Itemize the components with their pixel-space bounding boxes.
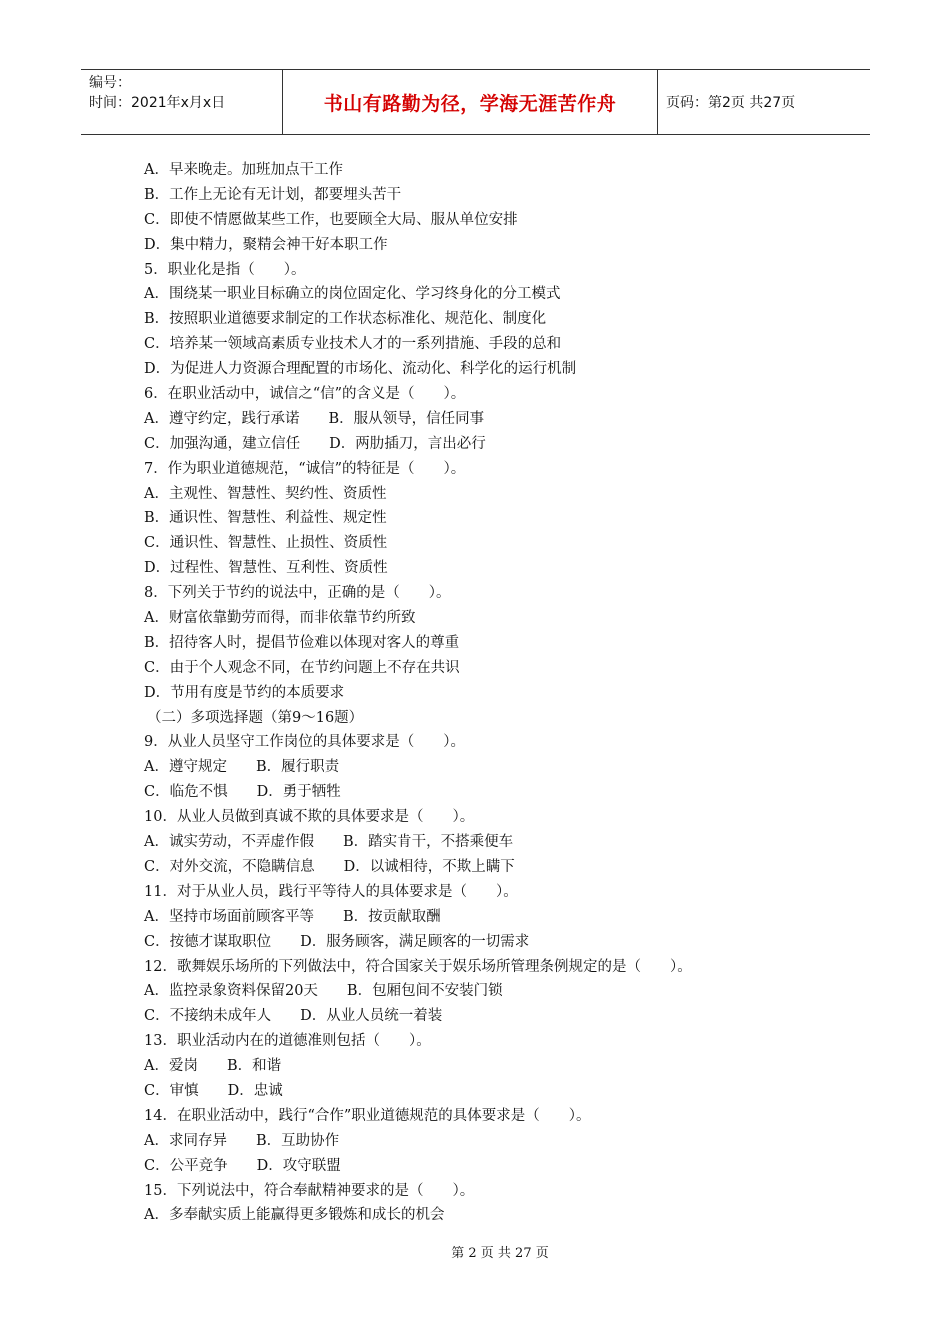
question-line: D．过程性、智慧性、互利性、资质性 xyxy=(144,560,388,577)
question-line: 11．对于从业人员，践行平等待人的具体要求是（ ）。 xyxy=(144,883,518,900)
question-line: 9．从业人员坚守工作岗位的具体要求是（ ）。 xyxy=(144,734,465,751)
question-line: C．即使不情愿做某些工作，也要顾全大局、服从单位安排 xyxy=(144,211,518,228)
question-line: A．财富依靠勤劳而得，而非依靠节约所致 xyxy=(144,610,416,627)
question-line: B．按照职业道德要求制定的工作状态标准化、规范化、制度化 xyxy=(144,311,547,328)
question-line: A．主观性、智慧性、契约性、资质性 xyxy=(144,485,387,502)
question-line: A．围绕某一职业目标确立的岗位固定化、学习终身化的分工模式 xyxy=(144,286,561,303)
question-line: 14．在职业活动中，践行“合作”职业道德规范的具体要求是（ ）。 xyxy=(144,1107,591,1124)
header-motto: 书山有路勤为径，学海无涯苦作舟 xyxy=(283,70,658,134)
question-line: 8．下列关于节约的说法中，正确的是（ ）。 xyxy=(144,585,451,602)
question-line: A．遵守约定，践行承诺 B．服从领导，信任同事 xyxy=(144,410,485,427)
question-line: D．节用有度是节约的本质要求 xyxy=(144,684,345,701)
question-line: B．通识性、智慧性、利益性、规定性 xyxy=(144,510,387,527)
question-line: C．按德才谋取职位 D．服务顾客，满足顾客的一切需求 xyxy=(144,933,530,950)
question-line: C．临危不惧 D．勇于牺牲 xyxy=(144,784,341,801)
document-number-label: 编号： xyxy=(89,75,131,91)
question-line: C．不接纳未成年人 D．从业人员统一着装 xyxy=(144,1008,443,1025)
question-line: 10．从业人员做到真诚不欺的具体要求是（ ）。 xyxy=(144,809,475,826)
question-line: D．集中精力，聚精会神干好本职工作 xyxy=(144,236,388,253)
question-line: C．通识性、智慧性、止损性、资质性 xyxy=(144,535,388,552)
header-meta-cell xyxy=(81,70,283,134)
question-line: C．由于个人观念不同，在节约问题上不存在共识 xyxy=(144,659,460,676)
question-line: A．诚实劳动，不弄虚作假 B．踏实肯干，不搭乘便车 xyxy=(144,834,514,851)
question-line: A．监控录象资料保留20天 B．包厢包间不安装门锁 xyxy=(144,983,503,1000)
question-line: 5．职业化是指（ ）。 xyxy=(144,261,306,278)
question-line: 6．在职业活动中，诚信之“信”的含义是（ ）。 xyxy=(144,386,466,403)
question-line: C．培养某一领域高素质专业技术人才的一系列措施、手段的总和 xyxy=(144,336,562,353)
document-body xyxy=(144,158,844,1228)
document-time-label: 时间：2021年x月x日 xyxy=(89,95,226,111)
question-line: A．遵守规定 B．履行职责 xyxy=(144,759,340,776)
question-line: 7．作为职业道德规范，“诚信”的特征是（ ）。 xyxy=(144,460,466,477)
question-line: D．为促进人力资源合理配置的市场化、流动化、科学化的运行机制 xyxy=(144,361,577,378)
question-line: A．坚持市场面前顾客平等 B．按贡献取酬 xyxy=(144,908,441,925)
page-footer: 第 2 页 共 27 页 xyxy=(451,1246,549,1261)
section-heading: （二）多项选择题（第9～16题） xyxy=(147,709,364,726)
question-line: A．早来晚走。加班加点干工作 xyxy=(144,162,343,178)
question-line: B．工作上无论有无计划，都要埋头苦干 xyxy=(144,186,402,203)
question-line: A．求同存异 B．互助协作 xyxy=(144,1132,340,1149)
question-line: A．多奉献实质上能赢得更多锻炼和成长的机会 xyxy=(144,1207,445,1224)
question-line: 12．歌舞娱乐场所的下列做法中，符合国家关于娱乐场所管理条例规定的是（ ）。 xyxy=(144,958,692,975)
question-line: C．审慎 D．忠诚 xyxy=(144,1082,283,1099)
question-line: 13．职业活动内在的道德准则包括（ ）。 xyxy=(144,1033,431,1050)
question-line: 15．下列说法中，符合奉献精神要求的是（ ）。 xyxy=(144,1182,475,1199)
question-line: C．加强沟通，建立信任 D．两肋插刀，言出必行 xyxy=(144,435,486,452)
question-line: A．爱岗 B．和谐 xyxy=(144,1058,282,1075)
header-page-info: 页码：第2页 共27页 xyxy=(666,95,796,111)
question-line: C．公平竞争 D．攻守联盟 xyxy=(144,1157,341,1174)
question-line: C．对外交流，不隐瞒信息 D．以诚相待，不欺上瞒下 xyxy=(144,858,515,875)
question-line: B．招待客人时，提倡节俭难以体现对客人的尊重 xyxy=(144,634,460,651)
page-header xyxy=(81,69,870,135)
